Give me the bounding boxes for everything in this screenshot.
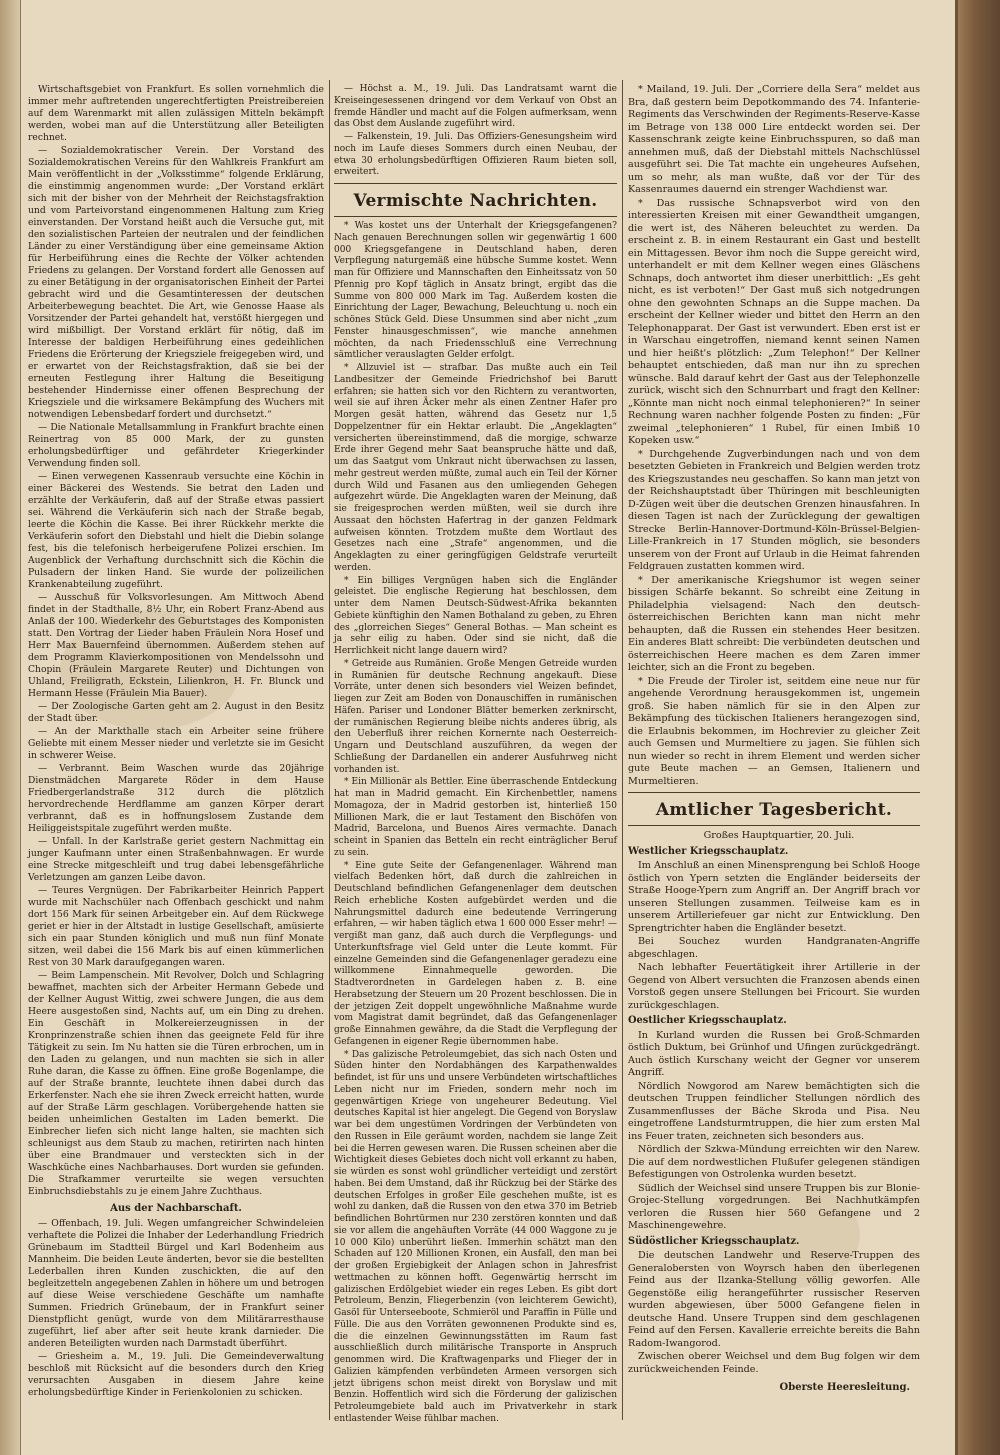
article-paragraph: * Getreide aus Rumänien. Große Mengen Getreide wurden in Rumänien für deutsche Rechnung angekauft. Diese Vorräte, unter denen sich besonders viel Weizen befindet, liegen zur Zeit am Boden von Donauschiffen in rumänischen Häfen. Pariser und Londoner Blätter bemerken zerknirscht, der rumänischen Regierung bleibe nichts anderes übrig, als den Ueberfluß ihrer reichen Kornernte nach Oesterreich-Ungarn und Deutschland auszuführen, da wegen der Schließung der Dardanellen ein anderer Ausfuhrweg nicht vorhanden ist. bbox=[334, 658, 617, 775]
previous-page-edge bbox=[0, 0, 21, 1455]
divider bbox=[334, 216, 617, 217]
article-paragraph: — Verbrannt. Beim Waschen wurde das 20jährige Dienstmädchen Margarete Röder in dem Hause Friedbergerlandstraße 312 durch die plötzlich hervordrechende Herdflamme am ganzen Körper derart verbrannt, daß es in hoffnungslosem Zustande dem Heiliggeistspitale zugeführt werden mußte. bbox=[28, 763, 324, 834]
report-dateline: Großes Hauptquartier, 20. Juli. bbox=[703, 830, 855, 841]
article-paragraph: — Sozialdemokratischer Verein. Der Vorstand des Sozialdemokratischen Vereins für den Wahlkreis Frankfurt am Main veröffentlicht in der „Volksstimme“ folgende Erklärung, die einstimmig angenommen wurde: „Der Vorstand erklärt sich mit der bisher von der Mehrheit der Reichstagsfraktion und vom Parteivorstand eingenommenen Haltung zum Krieg einverstanden. Der Vorstand heißt auch die Versuche gut, mit den sozialistischen Parteien der neutralen und der feindlichen Länder zu einer Verständigung über eine gemeinsame Aktion für Herbeiführung eines die Rechte der Völker achtenden Friedens zu gelangen. Der Vorstand fordert alle Genossen auf zu einer Betätigung in der organisatorischen Einheit der Partei gebracht wird und die Gesamtinteressen der deutschen Arbeiterbewegung beachtet. Die Art, wie Genosse Haase als Vorsitzender der Partei gehandelt hat, verstößt hiergegen und wird mißbilligt. Der Vorstand erklärt für nötig, daß im Interesse der baldigen Herbeiführung eines gedeihlichen Friedens die Erörterung der Kriegsziele freigegeben wird, und er erwartet von der Reichstagsfraktion, daß sie bei der erneuten Festlegung ihrer Haltung die Beseitigung bestehender Hindernisse einer offenen Besprechung der Kriegsziele und die wirksamere Bekämpfung des Wuchers mit notwendigen Lebensbedarf fordert und durchsetzt.“ bbox=[28, 145, 324, 420]
article-paragraph: * Die Freude der Tiroler ist, seitdem eine neue nur für angehende Verordnung herausgekommen ist, ungemein groß. Sie haben nämlich für sie in den Alpen zur Bekämpfung des tückischen Italieners herangezogen sind, die Erlaubnis bekommen, im Hochrevier zu gleicher Zeit auch Gemsen und Murmeltiere zu jagen. Sie fühlen sich nun wieder so recht in ihrem Element und werden sicher gute Beute machen — an Gemsen, Italienern und Murmeltieren. bbox=[628, 675, 920, 787]
section-heading-vermischte: Vermischte Nachrichten. bbox=[353, 191, 598, 211]
article-paragraph: * Das russische Schnapsverbot wird von den interessierten Kreisen mit einer Gewandtheit umgangen, die wert ist, des Näheren beleuchtet zu werden. Da erscheint z. B. in einem Restaurant ein Gast und bestellt ein Mittagessen. Bevor ihm noch die Suppe gereicht wird, unterhandelt er mit dem Kellner wegen eines Gläschens Schnaps, doch antwortet ihm dieser unerbittlich: „Es geht nicht, es ist verboten!“ Der Gast muß sich notgedrungen ohne den gewohnten Schnaps an die Suppe machen. Da erscheint der Kellner wieder und bittet den Herrn an den Telephonapparat. Der Gast ist verwundert. Eben erst ist er in Warschau eingetroffen, niemand kennt seinen Namen und hier heißt's plötzlich: „Zum Telephon!“ Der Kellner behauptet entschieden, daß man nur ihn zu sprechen wünsche. Bald darauf kehrt der Gast aus der Telephonzelle zurück, wischt sich den Schnurrbart und fragt den Kellner: „Könnte man nicht noch einmal telephonieren?“ In seiner Rechnung waren nachher folgende Posten zu finden: „Für zweimal „telephonieren“ 1 Rubel, für einen Imbiß 10 Kopeken usw.“ bbox=[628, 197, 920, 446]
column-2-miscellaneous-articles bbox=[334, 221, 617, 1426]
report-section-title: Oestlicher Kriegsschauplatz. bbox=[628, 1015, 787, 1026]
divider bbox=[334, 183, 617, 184]
article-paragraph: * Ein Millionär als Bettler. Eine überraschende Entdeckung hat man in Madrid gemacht. Ein Kirchenbettler, namens Momagoza, der in Madrid gestorben ist, hinterließ 150 Millionen Mark, die er laut Testament den Bischöfen von Madrid, Barcelona, und Buenos Aires vermachte. Danach scheint in Spanien das Betteln ein recht einträglicher Beruf zu sein. bbox=[334, 777, 617, 858]
article-paragraph: * Eine gute Seite der Gefangenenlager. Während man vielfach Bedenken hört, daß durch die zahlreichen in Deutschland befindlichen Gefangenenlager dem deutschen Reich erhebliche Kosten aufgebürdet werden und die Nahrungsmittel dadurch eine bedeutende Verringerung erfahren, — wir haben täglich etwa 1 600 000 Esser mehr! — vergißt man ganz, daß auch durch die Verpflegungs- und Unterkunftsfrage viel Geld unter die Leute kommt. Für einzelne Gemeinden sind die Gefangenenlager geradezu eine willkommene Einnahmequelle geworden. Die Stadtverordneten in Gardelegen haben z. B. eine Herabsetzung der Steuern um 20 Prozent beschlossen. Die in der jetzigen Zeit doppelt ungewöhnliche Maßnahme wurde vom Magistrat damit begründet, daß das Gefangenenlager große Einnahmen gewähre, da die Stadt die Verpflegung der Gefangenen in eigener Regie übernommen habe. bbox=[334, 860, 617, 1047]
article-paragraph: Wirtschaftsgebiet von Frankfurt. Es sollen vornehmlich die immer mehr auftretenden ungerechtfertigten Preistreibereien auf dem Warenmarkt mit allen zulässigen Mitteln bekämpft werden, wobei man auf die Unterstützung aller Beteiligten rechnet. bbox=[28, 84, 324, 143]
column-3-articles bbox=[628, 84, 920, 788]
column-1 bbox=[28, 84, 324, 1400]
article-paragraph: — Höchst a. M., 19. Juli. Das Landratsamt warnt die Kreiseingesessenen dringend vor dem Verkauf von Obst an fremde Händler und macht auf die Folgen aufmerksam, wenn das Obst dem Auslande zugeführt wird. bbox=[334, 84, 617, 130]
divider bbox=[628, 825, 920, 826]
section-heading-tagesbericht: Amtlicher Tagesbericht. bbox=[655, 800, 893, 820]
article-paragraph: — Ausschuß für Volksvorlesungen. Am Mittwoch Abend findet in der Stadthalle, 8½ Uhr, ein Robert Franz-Abend aus Anlaß der 100. Wiederkehr des Geburtstages des Komponisten statt. Den Vortrag der Lieder haben Fräulein Nora Hosef und Herr Max Bauernfeind übernommen. Außerdem stehen auf dem Programm Klavierkompositionen von Mendelssohn und Chopin (Fräulein Margarete Reuter) und Dichtungen von Uhland, Freiligrath, Eckstein, Lilienkron, H. Fr. Blunck und Hermann Hesse (Fräulein Mia Bauer). bbox=[28, 592, 324, 699]
article-paragraph: — Teures Vergnügen. Der Fabrikarbeiter Heinrich Pappert wurde mit Nachschüler nach Offenbach geschickt und nahm dort 156 Mark für seinen Arbeitgeber ein. Auf dem Rückwege geriet er hier in der Altstadt in lustige Gesellschaft, amüsierte sich ein paar Stunden königlich und muß nun fünf Monate sitzen, weil dabei die 156 Mark bis auf einen kümmerlichen Rest von 30 Mark daraufgegangen waren. bbox=[28, 885, 324, 968]
article-paragraph: — Offenbach, 19. Juli. Wegen umfangreicher Schwindeleien verhaftete die Polizei die Inhaber der Lederhandlung Friedrich Grünebaum im Stadtteil Bürgel und Karl Bodenheim aus Mannheim. Die beiden Leute änderten, bevor sie die bestellten Lederballen ihren Kunden zuschickten, die auf den begleitzetteln angegebenen Zahlen in höhere um und betrogen auf diese Weise verschiedene Geschäfte um namhafte Summen. Friedrich Grünebaum, der in Frankfurt seiner Dienstpflicht genügt, wurde von dem Militärarresthause zugeführt, lief aber after seit heute krank darnieder. Die anderen Beteiligten wurden nach Darmstadt überführt. bbox=[28, 1218, 324, 1349]
article-paragraph: — Einen verwegenen Kassenraub versuchte eine Köchin in einer Bäckerei des Westends. Sie betrat den Laden und erzählte der Verkäuferin, daß auf der Straße etwas passiert sei. Während die Verkäuferin sich nach der Straße begab, leerte die Köchin die Kasse. Bei ihrer Rückkehr merkte die Verkäuferin sofort den Diebstahl und hielt die Diebin solange fest, bis die telefonisch herbeigerufene Polizei erschien. Im Augenblick der Verhaftung durchschnitt sich die Köchin die Pulsadern der linken Hand. Sie wurde der polizeilichen Krankenabteilung zugeführt. bbox=[28, 471, 324, 590]
column-2 bbox=[334, 84, 617, 1427]
article-paragraph: — An der Markthalle stach ein Arbeiter seine frühere Geliebte mit einem Messer nieder und verletzte sie im Gesicht in schwerer Weise. bbox=[28, 726, 324, 761]
article-paragraph: * Was kostet uns der Unterhalt der Kriegsgefangenen? Nach genauen Berechnungen sollen wir gegenwärtig 1 600 000 Kriegsgefangene in Deutschland haben, deren Verpflegung naturgemäß eine hübsche Summe kostet. Wenn man für Offiziere und Mannschaften den Einheitssatz von 50 Pfennig pro Kopf täglich in Ansatz bringt, ergibt das die Summe von 800 000 Mark im Tag. Außerdem kosten die Einrichtung der Lager, Bewachung, Beleuchtung u. noch ein schönes Stück Geld. Diese Unsummen sind aber nicht „zum Fenster hinausgeschmissen“, wie manche annehmen möchten, da nach Friedensschluß eine Verrechnung sämtlicher verauslagten Gelder erfolgt. bbox=[334, 221, 617, 361]
article-paragraph: * Der amerikanische Kriegshumor ist wegen seiner bissigen Schärfe bekannt. So schreibt eine Zeitung in Philadelphia vielsagend: Nach den deutsch-österreichischen Berichten kann man nicht mehr behaupten, daß die Russen ein stehendes Heer besitzen. Ein anderes Blatt schreibt: Die verbündeten deutschen und österreichischen Heere machen es dem Zaren immer leichter, sich an die Front zu begeben. bbox=[628, 574, 920, 673]
article-paragraph: — Beim Lampenschein. Mit Revolver, Dolch und Schlagring bewaffnet, machten sich der Arbeiter Hermann Gebede und der Kellner August Wittig, zwei schwere Jungen, die aus dem Heere ausgestoßen sind, Nachts auf, um ein Ding zu drehen. Ein Geschäft in Molkereierzeugnissen in der Kronprinzenstraße schien ihnen das geeignete Feld für ihre Tätigkeit zu sein. Im Nu hatten sie die Türen erbrochen, um in den Laden zu gelangen, und nun machten sie sich in aller Ruhe daran, die Kasse zu öffnen. Eine große Bogenlampe, die auf der Straße brannte, leuchtete ihnen dabei durch das Erkerfenster. Nach ehe sie ihren Zweck erreicht hatten, wurde auf der Straße Lärm geschlagen. Vorübergehende hatten sie beiden unheimlichen Gestalten im Laden bemerkt. Die Einbrecher liefen sich nicht lange halten, sie machten sich schleunigst aus dem Staub zu machen, retirirten nach hinten über eine Brandmauer und versteckten sich in der Waschküche eines Nachbarhauses. Dort wurden sie gefunden. Die Strafkammer verurteilte sie wegen versuchten Einbruchsdiebstahls zu je einem Jahre Zuchthaus. bbox=[28, 970, 324, 1197]
column-rule bbox=[329, 80, 330, 1420]
section-heading-nachbarschaft: Aus der Nachbarschaft. bbox=[110, 1203, 242, 1214]
column-2-articles bbox=[334, 84, 617, 179]
column-rule bbox=[622, 80, 623, 1420]
report-section-title: Südöstlicher Kriegsschauplatz. bbox=[628, 1235, 800, 1247]
article-paragraph: — Der Zoologische Garten geht am 2. August in den Besitz der Stadt über. bbox=[28, 701, 324, 724]
report-paragraph: Nördlich der Szkwa-Mündung erreichten wir den Narew. Die auf dem nordwestlichen Flußufer gelegenen ständigen Befestigungen von Ostrolenka wurden besetzt. bbox=[628, 1144, 920, 1180]
article-paragraph: * Durchgehende Zugverbindungen nach und von dem besetzten Gebieten in Frankreich und Belgien werden trotz des Kriegszustandes neu geschaffen. So kann man jetzt von der Reichshauptstadt über Thüringen mit beschleunigten D-Zügen weit über die deutschen Grenzen hinausfahren. In diesen Tagen ist nach der Zurücklegung der gewaltigen Strecke Berlin-Hannover-Dortmund-Köln-Brüssel-Belgien-Lille-Frankreich in 17 Stunden möglich, sie besonders unserem von der Front auf Urlaub in die Heimat fahrenden Feldgrauen zustatten kommen wird. bbox=[628, 448, 920, 572]
article-paragraph: * Allzuviel ist — strafbar. Das mußte auch ein Teil Landbesitzer der Gemeinde Friedrichshof bei Barutt erfahren; sie hatten sich vor den Richtern zu verantworten, weil sie auf ihren Äcker mehr als einen Zentner Hafer pro Morgen gesät hatten, während das Gesetz nur 1,5 Doppelzentner für ein Hektar erlaubt. Die „Angeklagten“ versicherten übereinstimmend, daß die morgige, schwarze Erde ihrer Gegend mehr Saat beanspruche hätte und daß, um das Saatgut vom Unkraut nicht überwachsen zu lassen, mehr gestreut werden müßte, zumal auch ein Teil der Körner durch Wild und Fasanen aus den umliegenden Gehegen aufgezehrt würde. Die Angeklagten waren der Meinung, daß sie freigesprochen werden müßten, weil sie durch ihre Aussaat den höchsten Hafertrag in der ganzen Feldmark aufweisen könnten. Trotzdem mußte dem Wortlaut des Gesetzes nach eine „Strafe“ angenommen, und die Angeklagten zu einer geringfügigen Geldstrafe verurteilt werden. bbox=[334, 363, 617, 573]
report-signoff: Oberste Heeresleitung. bbox=[779, 1382, 910, 1393]
report-paragraph: Bei Souchez wurden Handgranaten-Angriffe abgeschlagen. bbox=[628, 936, 920, 960]
divider bbox=[628, 792, 920, 793]
report-paragraph: Die deutschen Landwehr und Reserve-Truppen des Generalobersten von Woyrsch haben den überlegenen Feind aus der Ilzanka-Stellung völlig geworfen. Alle Gegenstöße eilig herangeführter russischer Reserven wurden abgewiesen, über 5000 Gefangene fielen in deutsche Hand. Unsere Truppen sind dem geschlagenen Feind auf den Fersen. Kavallerie erreichte bereits die Bahn Radom-Iwangorod. bbox=[628, 1250, 920, 1349]
article-paragraph: * Das galizische Petroleumgebiet, das sich nach Osten und Süden hinter den Nordabhängen des Karpathenwaldes befindet, ist für uns und unsere Verbündeten wirtschaftliches Leben nicht nur im Frieden, sondern mehr noch im gegenwärtigen Kriege von ungeheurer Bedeutung. Viel deutsches Kapital ist hier angelegt. Die Gegend von Boryslaw war bei dem ungestümen Vordringen der Verbündeten von den Russen in Eile geräumt worden, nachdem sie lange Zeit bei die Herren gewesen waren. Die Russen scheinen aber die Wichtigkeit dieses Gebietes doch nicht voll erkannt zu haben, sie würden es sonst wohl gründlicher verteidigt und zerstört haben. Bei dem Umstand, daß ihr Rückzug bei der Stärke des deutschen Erfolges in großer Eile geschehen mußte, ist es wohl zu danken, daß die Russen von den etwa 370 im Betrieb befindlichen Bohrtürmen nur 230 zerstören konnten und daß sie vor allem die angehäuften Vorräte (44 000 Waggone zu je 10 000 Kilo) unberührt ließen. Immerhin schätzt man den Schaden auf 120 Millionen Kronen, ein Ausfall, den man bei der großen Ergiebigkeit der Anlagen schon in Jahresfrist wettmachen zu können hofft. Gegenwärtig herrscht im galizischen Erdölgebiet wieder ein reges Leben. Es gibt dort Petroleum, Benzin, Fliegerbenzin (von leichterem Gewicht), Gasöl für Unterseeboote, Schmieröl und Paraffin in Fülle und Fülle. Die aus den Vorräten gewonnenen Produkte sind es, die die einzelnen Gewinnungsstätten im Raum fast ausschließlich durch militärische Transporte in Anspruch genommen wird. Die Kraftwagenparks und Flieger der in Galizien kämpfenden verbündeten Armeen versorgen sich jetzt übrigens schon meist direkt von Boryslaw und mit Benzin. Hoffentlich wird sich die Förderung der galizischen Petroleumgebiete bald auch im Privatverkehr in stark entlastender Weise fühlbar machen. bbox=[334, 1049, 617, 1424]
book-binding bbox=[958, 0, 1000, 1455]
war-report-sections bbox=[628, 846, 920, 1377]
column-1-articles bbox=[28, 84, 324, 1198]
report-paragraph: Nördlich Nowgorod am Narew bemächtigten sich die deutschen Truppen feindlicher Stellungen nördlich des Zusammenflusses der Bäche Skroda und Pisa. Neu eingetroffene Landsturmtruppen, die hier zum ersten Mal ins Feuer traten, zeichneten sich besonders aus. bbox=[628, 1080, 920, 1142]
article-paragraph: — Die Nationale Metallsammlung in Frankfurt brachte einen Reinertrag von 85 000 Mark, der zu gunsten erholungsbedürftiger und gefährdeter Kriegerkinder Verwendung finden soll. bbox=[28, 422, 324, 469]
report-paragraph: Südlich der Weichsel sind unsere Truppen bis zur Blonie-Grojec-Stellung vorgedrungen. Bei Nachhutkämpfen verloren die Russen hier 560 Gefangene und 2 Maschinengewehre. bbox=[628, 1182, 920, 1231]
column-1-regional-articles bbox=[28, 1218, 324, 1399]
report-paragraph: In Kurland wurden die Russen bei Groß-Schmarden östlich Duktum, bei Grünhof und Ufingen zurückgedrängt. Auch östlich Kurschany weicht der Gegner vor unserem Angriff. bbox=[628, 1029, 920, 1078]
article-paragraph: * Ein billiges Vergnügen haben sich die Engländer geleistet. Die englische Regierung hat beschlossen, dem unter dem Namen Deutsch-Südwest-Afrika bekannten Gebiete künftighin den Namen Bothaland zu geben, zu Ehren des „glorreichen Sieges“ General Bothas. — Man scheint es ja sehr eilig zu haben. Oder sind sie nicht, daß die Herrlichkeit nicht lange dauern wird? bbox=[334, 575, 617, 656]
article-paragraph: * Mailand, 19. Juli. Der „Corriere della Sera“ meldet aus Bra, daß gestern beim Depotkommando des 74. Infanterie-Regiments das Verschwinden der Regiments-Reserve-Kasse im Betrage von 138 000 Lire entdeckt worden sei. Der Kassenschrank zeigte keine Einbruchsspuren, so daß man annehmen muß, daß der Diebstahl mittels Nachschlüssel ausgeführt sei. Die Tat machte ein ungeheures Aufsehen, um so mehr, als man wußte, daß vor der Tür des Kassenraumes dauernd ein strenger Wachdienst war. bbox=[628, 84, 920, 195]
report-paragraph: Zwischen oberer Weichsel und dem Bug folgen wir dem zurückweichenden Feinde. bbox=[628, 1351, 920, 1375]
column-3 bbox=[628, 84, 920, 1395]
report-section-title: Westlicher Kriegsschauplatz. bbox=[628, 845, 789, 857]
article-paragraph: — Griesheim a. M., 19. Juli. Die Gemeindeverwaltung beschloß mit Rücksicht auf die besonders durch den Krieg verursachten Ausgaben in diesem Jahre keine erholungsbedürftige Kinder in Ferienkolonien zu schicken. bbox=[28, 1351, 324, 1398]
report-paragraph: Nach lebhafter Feuertätigkeit ihrer Artillerie in der Gegend von Albert versuchten die Franzosen abends einen Vorstoß gegen unsere Stellungen bei Fricourt. Sie wurden zurückgeschlagen. bbox=[628, 962, 920, 1011]
article-paragraph: — Falkenstein, 19. Juli. Das Offiziers-Genesungsheim wird noch im Laufe dieses Sommers durch einen Neubau, der etwa 30 erholungsbedürftigen Offizieren Raum bieten soll, erweitert. bbox=[334, 132, 617, 178]
report-paragraph: Im Anschluß an einen Minensprengung bei Schloß Hooge östlich von Ypern setzten die Engländer beiderseits der Straße Hooge-Ypern zum Angriff an. Der Angriff brach vor unseren Stellungen zusammen. Teilweise kam es in unserem Artilleriefeuer gar nicht zur Entwicklung. Den Sprengtrichter haben die Engländer besetzt. bbox=[628, 860, 920, 934]
article-paragraph: — Unfall. In der Karlstraße geriet gestern Nachmittag ein junger Kaufmann unter einen Straßenbahnwagen. Er wurde eine Strecke mitgeschleift und trug dabei lebensgefährliche Verletzungen am ganzen Leibe davon. bbox=[28, 836, 324, 883]
